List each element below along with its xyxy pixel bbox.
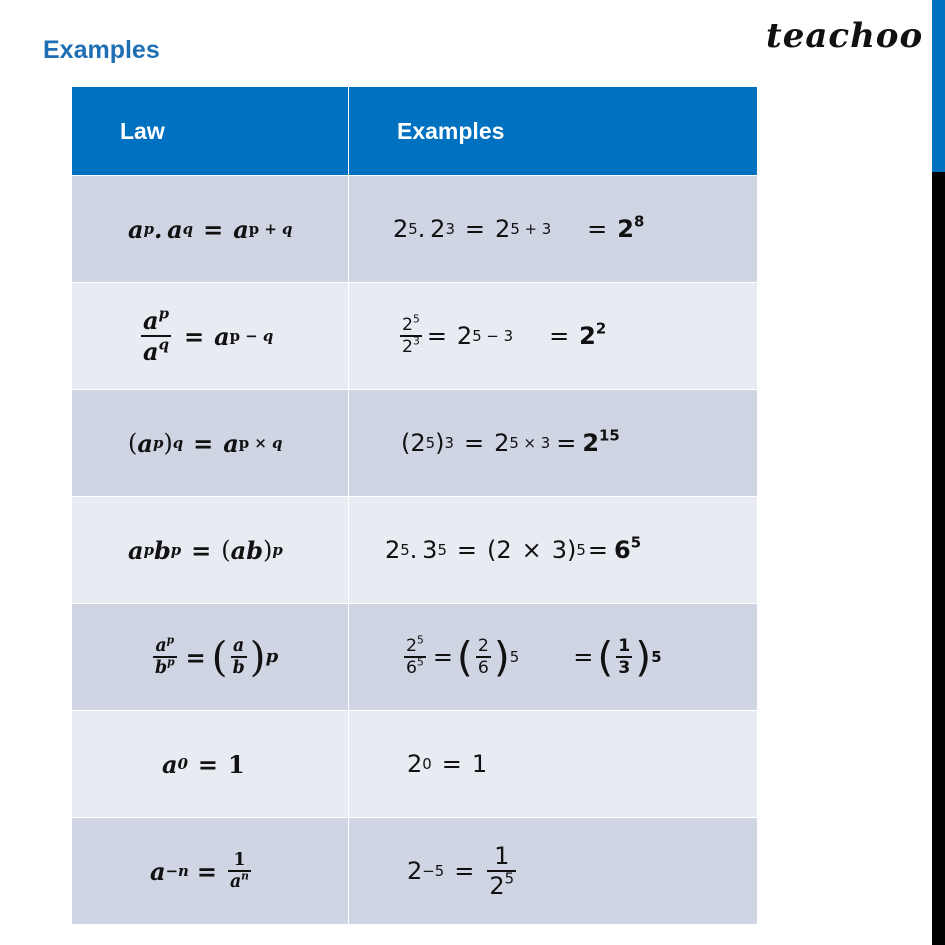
example-cell: $\frac{2^5}{6^5}$ = ( $\frac{2}{6}$ ) 5 = ( $\frac{1}{3}$ ) 5: [349, 604, 758, 711]
exponent-laws-table: [71, 86, 758, 925]
table-row: [72, 711, 758, 818]
example-cell: 2 −5 = $\frac{1}{2^5}$: [349, 818, 758, 925]
example-cell: $\frac{2^5}{2^3}$ = 2 5 − 3 = $2^2$: [349, 283, 758, 390]
table-row: [72, 390, 758, 497]
side-bar-accent: [932, 0, 945, 172]
teachoo-logo: teachoo: [766, 16, 924, 56]
table-row: [72, 604, 758, 711]
table-row: [72, 497, 758, 604]
example-cell: (2 5 ) 3 = 2 5 × 3 = $2^{15}$: [349, 390, 758, 497]
table-header-row: [72, 87, 758, 176]
law-cell: a −n = $\frac{1}{a^n}$: [72, 818, 349, 925]
law-cell: a p . a q = a p + q: [72, 176, 349, 283]
law-cell: $\frac{a^p}{a^q}$ = a p − q: [72, 283, 349, 390]
law-cell: a p b p = ( ab ) p: [72, 497, 349, 604]
page-title: Examples: [43, 36, 160, 64]
law-cell: $\frac{a^p}{b^p}$ = ( $\frac{a}{b}$ ) p: [72, 604, 349, 711]
law-cell: ( a p ) q = a p × q: [72, 390, 349, 497]
law-cell: a 0 = 1: [72, 711, 349, 818]
column-header-law: Law: [72, 87, 349, 176]
table-row: [72, 818, 758, 925]
table-row: [72, 283, 758, 390]
table-row: [72, 176, 758, 283]
example-cell: 2 5 . 2 3 = 2 5 + 3 = $2^8$: [349, 176, 758, 283]
column-header-examples: Examples: [349, 87, 758, 176]
example-cell: 2 5 . 3 5 = (2 × 3) 5 = $6^5$: [349, 497, 758, 604]
example-cell: 2 0 = 1: [349, 711, 758, 818]
